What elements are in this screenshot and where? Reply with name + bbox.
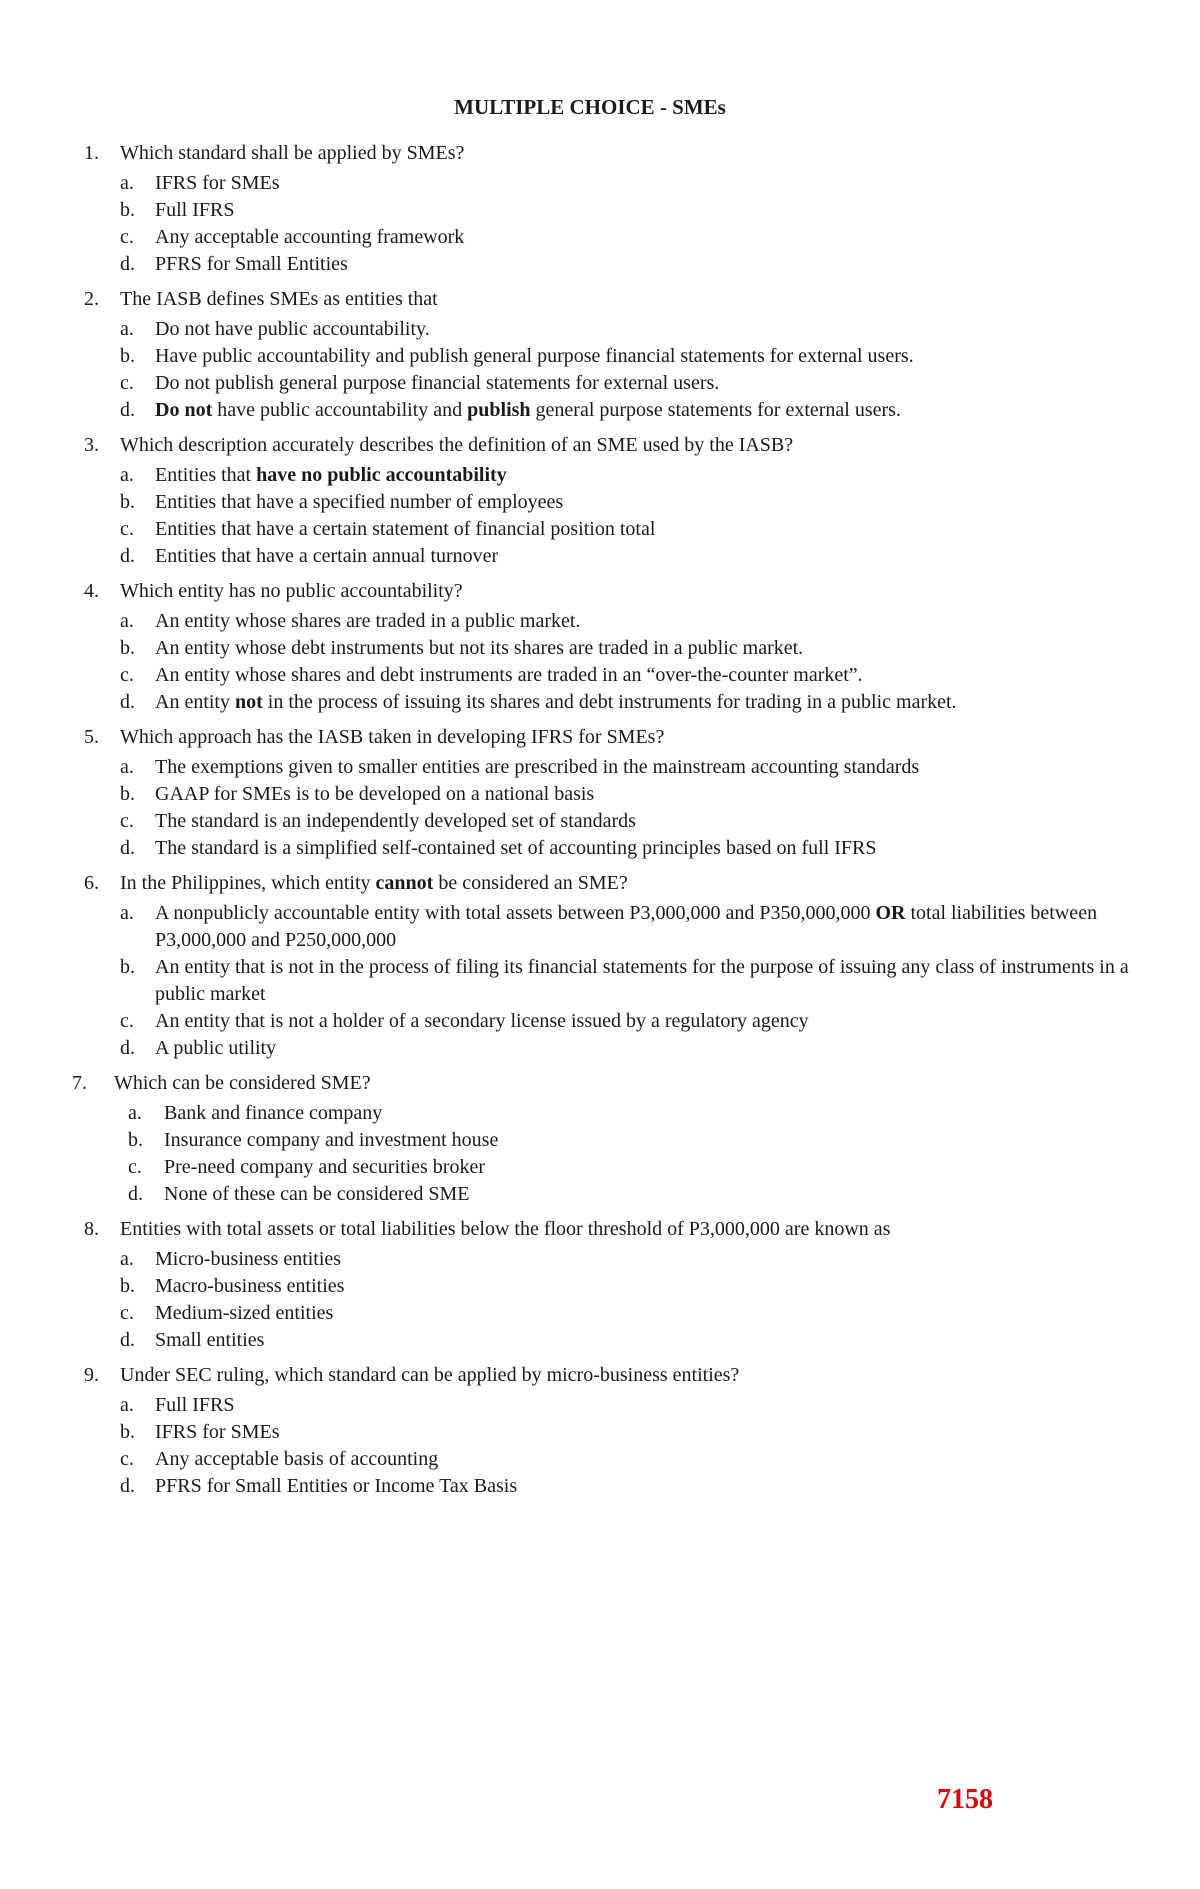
choice-text-segment: GAAP for SMEs is to be developed on a national basis: [155, 783, 595, 805]
question-number: 4.: [84, 580, 99, 602]
choice-text: [155, 689, 1132, 716]
choice-item: [72, 954, 1132, 1008]
choice-item: [72, 1273, 1132, 1300]
question-text-segment: Which approach has the IASB taken in developing IFRS for SMEs?: [120, 726, 665, 748]
choice-text: [155, 1246, 1132, 1273]
choice-item: [72, 689, 1132, 716]
choice-text-segment: An entity whose shares and debt instruments are traded in an “over-the-counter market”.: [155, 664, 863, 686]
choice-text: [155, 170, 1132, 197]
choice-letter: d.: [120, 1475, 135, 1497]
choice-letter: c.: [120, 226, 134, 248]
choice-item: [72, 1446, 1132, 1473]
choice-text-segment: Do not publish general purpose financial statements for external users.: [155, 372, 720, 394]
choice-text-segment: IFRS for SMEs: [155, 172, 280, 194]
choice-text: [155, 662, 1132, 689]
choice-item: [72, 1100, 1132, 1127]
choice-letter: c.: [120, 1448, 134, 1470]
choice-letter: b.: [120, 1421, 135, 1443]
question-5: [72, 724, 1132, 862]
choice-item: [72, 1392, 1132, 1419]
choice-text: [155, 1273, 1132, 1300]
choice-text: [155, 397, 1132, 424]
choice-text: [155, 251, 1132, 278]
choice-text-segment: general purpose statements for external users.: [530, 399, 901, 421]
choice-text-segment: Insurance company and investment house: [164, 1129, 499, 1151]
question-list: [72, 140, 1132, 1508]
choice-item: [72, 462, 1132, 489]
choice-text: [155, 316, 1132, 343]
question-6: [72, 870, 1132, 1062]
choice-letter: c.: [120, 518, 134, 540]
choice-text-segment: Full IFRS: [155, 199, 235, 221]
choice-text: [164, 1154, 1132, 1181]
choice-item: [72, 197, 1132, 224]
choice-text: [155, 1473, 1132, 1500]
choice-text: [155, 900, 1132, 954]
choice-letter: b.: [120, 345, 135, 367]
choice-letter: b.: [120, 1275, 135, 1297]
question-number: 7.: [72, 1072, 87, 1094]
choice-text-segment: Any acceptable basis of accounting: [155, 1448, 439, 1470]
choice-letter: d.: [120, 545, 135, 567]
question-text-segment: Which standard shall be applied by SMEs?: [120, 142, 465, 164]
choice-letter: d.: [128, 1183, 143, 1205]
choice-letter: a.: [120, 1248, 134, 1270]
choice-text-segment: PFRS for Small Entities or Income Tax Basis: [155, 1475, 518, 1497]
choice-text-segment: Medium-sized entities: [155, 1302, 334, 1324]
choice-letter: c.: [128, 1156, 142, 1178]
choice-text-segment: Micro-business entities: [155, 1248, 342, 1270]
question-text-segment: Which entity has no public accountability?: [120, 580, 463, 602]
question-text: [120, 432, 1132, 459]
choice-text-segment: An entity whose shares are traded in a public market.: [155, 610, 581, 632]
choice-list: [72, 608, 1132, 716]
choice-letter: b.: [120, 491, 135, 513]
choice-letter: d.: [120, 691, 135, 713]
choice-item: [72, 835, 1132, 862]
choice-text: [155, 343, 1132, 370]
choice-text-segment: Any acceptable accounting framework: [155, 226, 465, 248]
choice-text-segment: Full IFRS: [155, 1394, 235, 1416]
choice-letter: c.: [120, 1010, 134, 1032]
choice-letter: a.: [120, 464, 134, 486]
question-text-segment: Under SEC ruling, which standard can be applied by micro-business entities?: [120, 1364, 740, 1386]
choice-item: [72, 224, 1132, 251]
question-8: [72, 1216, 1132, 1354]
choice-letter: b.: [120, 637, 135, 659]
question-9: [72, 1362, 1132, 1500]
choice-letter: a.: [120, 610, 134, 632]
choice-text-segment: The exemptions given to smaller entities are prescribed in the mainstream accounting standards: [155, 756, 920, 778]
choice-text: [155, 1035, 1132, 1062]
question-text-segment: be considered an SME?: [433, 872, 628, 894]
choice-letter: b.: [120, 199, 135, 221]
choice-letter: c.: [120, 810, 134, 832]
question-text: [120, 140, 1132, 167]
choice-text-bold: not: [235, 691, 263, 713]
choice-item: [72, 1181, 1132, 1208]
choice-letter: c.: [120, 664, 134, 686]
choice-text-bold: Do not: [155, 399, 213, 421]
choice-letter: c.: [120, 372, 134, 394]
choice-item: [72, 808, 1132, 835]
question-number: 5.: [84, 726, 99, 748]
choice-text: [155, 224, 1132, 251]
choice-item: [72, 1127, 1132, 1154]
question-text-bold: cannot: [375, 872, 434, 894]
question-text: [120, 578, 1132, 605]
choice-text: [155, 835, 1132, 862]
choice-letter: d.: [120, 399, 135, 421]
choice-text-segment: An entity that is not in the process of filing its financial statements for the purpose of issuing any class of instruments in a public market: [155, 956, 1129, 1005]
choice-item: [72, 251, 1132, 278]
choice-list: [72, 170, 1132, 278]
choice-item: [72, 754, 1132, 781]
choice-text: [155, 1446, 1132, 1473]
choice-text: [155, 462, 1132, 489]
choice-text-segment: The standard is a simplified self-contained set of accounting principles based on full IFRS: [155, 837, 877, 859]
question-text-segment: Which description accurately describes the definition of an SME used by the IASB?: [120, 434, 794, 456]
choice-item: [72, 170, 1132, 197]
choice-text: [155, 954, 1132, 1008]
choice-text-segment: An entity whose debt instruments but not its shares are traded in a public market.: [155, 637, 804, 659]
choice-text-segment: Have public accountability and publish general purpose financial statements for external users.: [155, 345, 914, 367]
question-number: 1.: [84, 142, 99, 164]
page-title: MULTIPLE CHOICE - SMEs: [454, 95, 726, 119]
choice-text: [155, 543, 1132, 570]
choice-list: [72, 1392, 1132, 1500]
question-number: 6.: [84, 872, 99, 894]
question-number: 3.: [84, 434, 99, 456]
choice-text-bold: have no public accountability: [256, 464, 507, 486]
choice-item: [72, 316, 1132, 343]
choice-list: [72, 754, 1132, 862]
choice-text-segment: in the process of issuing its shares and debt instruments for trading in a public market.: [262, 691, 957, 713]
question-text-segment: The IASB defines SMEs as entities that: [120, 288, 438, 310]
choice-item: [72, 781, 1132, 808]
choice-letter: c.: [120, 1302, 134, 1324]
choice-text: [155, 635, 1132, 662]
choice-text: [155, 1392, 1132, 1419]
choice-text: [155, 197, 1132, 224]
question-number: 9.: [84, 1364, 99, 1386]
choice-item: [72, 343, 1132, 370]
choice-list: [72, 1100, 1132, 1208]
choice-list: [72, 316, 1132, 424]
question-text: [120, 870, 1132, 897]
choice-letter: b.: [128, 1129, 143, 1151]
page-number: 7158: [937, 1784, 993, 1815]
choice-text: [155, 608, 1132, 635]
choice-text-segment: Macro-business entities: [155, 1275, 345, 1297]
question-text: [120, 1362, 1132, 1389]
choice-letter: a.: [120, 756, 134, 778]
choice-letter: d.: [120, 837, 135, 859]
choice-item: [72, 397, 1132, 424]
question-text-segment: Which can be considered SME?: [114, 1072, 371, 1094]
choice-letter: b.: [120, 956, 135, 978]
choice-text: [164, 1181, 1132, 1208]
choice-letter: a.: [120, 1394, 134, 1416]
choice-letter: a.: [128, 1102, 142, 1124]
choice-text: [155, 1300, 1132, 1327]
choice-text: [155, 516, 1132, 543]
question-text: [120, 1216, 1132, 1243]
choice-text: [155, 1419, 1132, 1446]
choice-text-segment: have public accountability and: [212, 399, 468, 421]
choice-text-segment: Small entities: [155, 1329, 265, 1351]
choice-letter: a.: [120, 318, 134, 340]
question-number: 8.: [84, 1218, 99, 1240]
choice-text-segment: Entities that: [155, 464, 257, 486]
choice-item: [72, 1300, 1132, 1327]
choice-item: [72, 489, 1132, 516]
choice-letter: a.: [120, 172, 134, 194]
choice-text: [155, 370, 1132, 397]
question-text-segment: In the Philippines, which entity: [120, 872, 376, 894]
choice-item: [72, 1035, 1132, 1062]
choice-item: [72, 370, 1132, 397]
choice-text-segment: The standard is an independently developed set of standards: [155, 810, 636, 832]
question-text: [114, 1070, 1132, 1097]
choice-text: [164, 1100, 1132, 1127]
question-3: [72, 432, 1132, 570]
choice-text-segment: A public utility: [155, 1037, 277, 1059]
choice-item: [72, 900, 1132, 954]
choice-list: [72, 462, 1132, 570]
choice-list: [72, 900, 1132, 1062]
choice-item: [72, 635, 1132, 662]
choice-letter: d.: [120, 1329, 135, 1351]
choice-letter: a.: [120, 902, 134, 924]
choice-text-bold: publish: [467, 399, 531, 421]
choice-text: [155, 1008, 1132, 1035]
choice-text: [155, 808, 1132, 835]
choice-text-segment: total liabilities between P3,000,000 and P250,000,000: [155, 902, 1098, 951]
question-1: [72, 140, 1132, 278]
choice-text: [155, 1327, 1132, 1354]
choice-text-bold: OR: [875, 902, 906, 924]
choice-text-segment: Do not have public accountability.: [155, 318, 430, 340]
choice-text-segment: Pre-need company and securities broker: [164, 1156, 485, 1178]
choice-letter: d.: [120, 253, 135, 275]
choice-item: [72, 1154, 1132, 1181]
question-number: 2.: [84, 288, 99, 310]
choice-text-segment: Bank and finance company: [164, 1102, 383, 1124]
choice-item: [72, 1473, 1132, 1500]
choice-item: [72, 1419, 1132, 1446]
choice-item: [72, 543, 1132, 570]
question-text: [120, 724, 1132, 751]
choice-text-segment: Entities that have a certain statement of financial position total: [155, 518, 656, 540]
choice-text: [164, 1127, 1132, 1154]
choice-item: [72, 608, 1132, 635]
choice-letter: b.: [120, 783, 135, 805]
choice-text: [155, 781, 1132, 808]
choice-item: [72, 1246, 1132, 1273]
choice-text-segment: A nonpublicly accountable entity with total assets between P3,000,000 and P350,000,000: [155, 902, 876, 924]
choice-item: [72, 662, 1132, 689]
question-7: [72, 1070, 1132, 1208]
choice-letter: d.: [120, 1037, 135, 1059]
choice-item: [72, 1327, 1132, 1354]
question-text-segment: Entities with total assets or total liabilities below the floor threshold of P3,000,000 are known as: [120, 1218, 891, 1240]
choice-item: [72, 516, 1132, 543]
choice-list: [72, 1246, 1132, 1354]
choice-text: [155, 489, 1132, 516]
choice-text-segment: PFRS for Small Entities: [155, 253, 348, 275]
question-4: [72, 578, 1132, 716]
choice-text-segment: IFRS for SMEs: [155, 1421, 280, 1443]
choice-text-segment: Entities that have a specified number of employees: [155, 491, 564, 513]
choice-text: [155, 754, 1132, 781]
choice-item: [72, 1008, 1132, 1035]
choice-text-segment: Entities that have a certain annual turnover: [155, 545, 499, 567]
choice-text-segment: An entity that is not a holder of a secondary license issued by a regulatory agency: [155, 1010, 809, 1032]
question-2: [72, 286, 1132, 424]
choice-text-segment: None of these can be considered SME: [164, 1183, 470, 1205]
choice-text-segment: An entity: [155, 691, 235, 713]
question-text: [120, 286, 1132, 313]
